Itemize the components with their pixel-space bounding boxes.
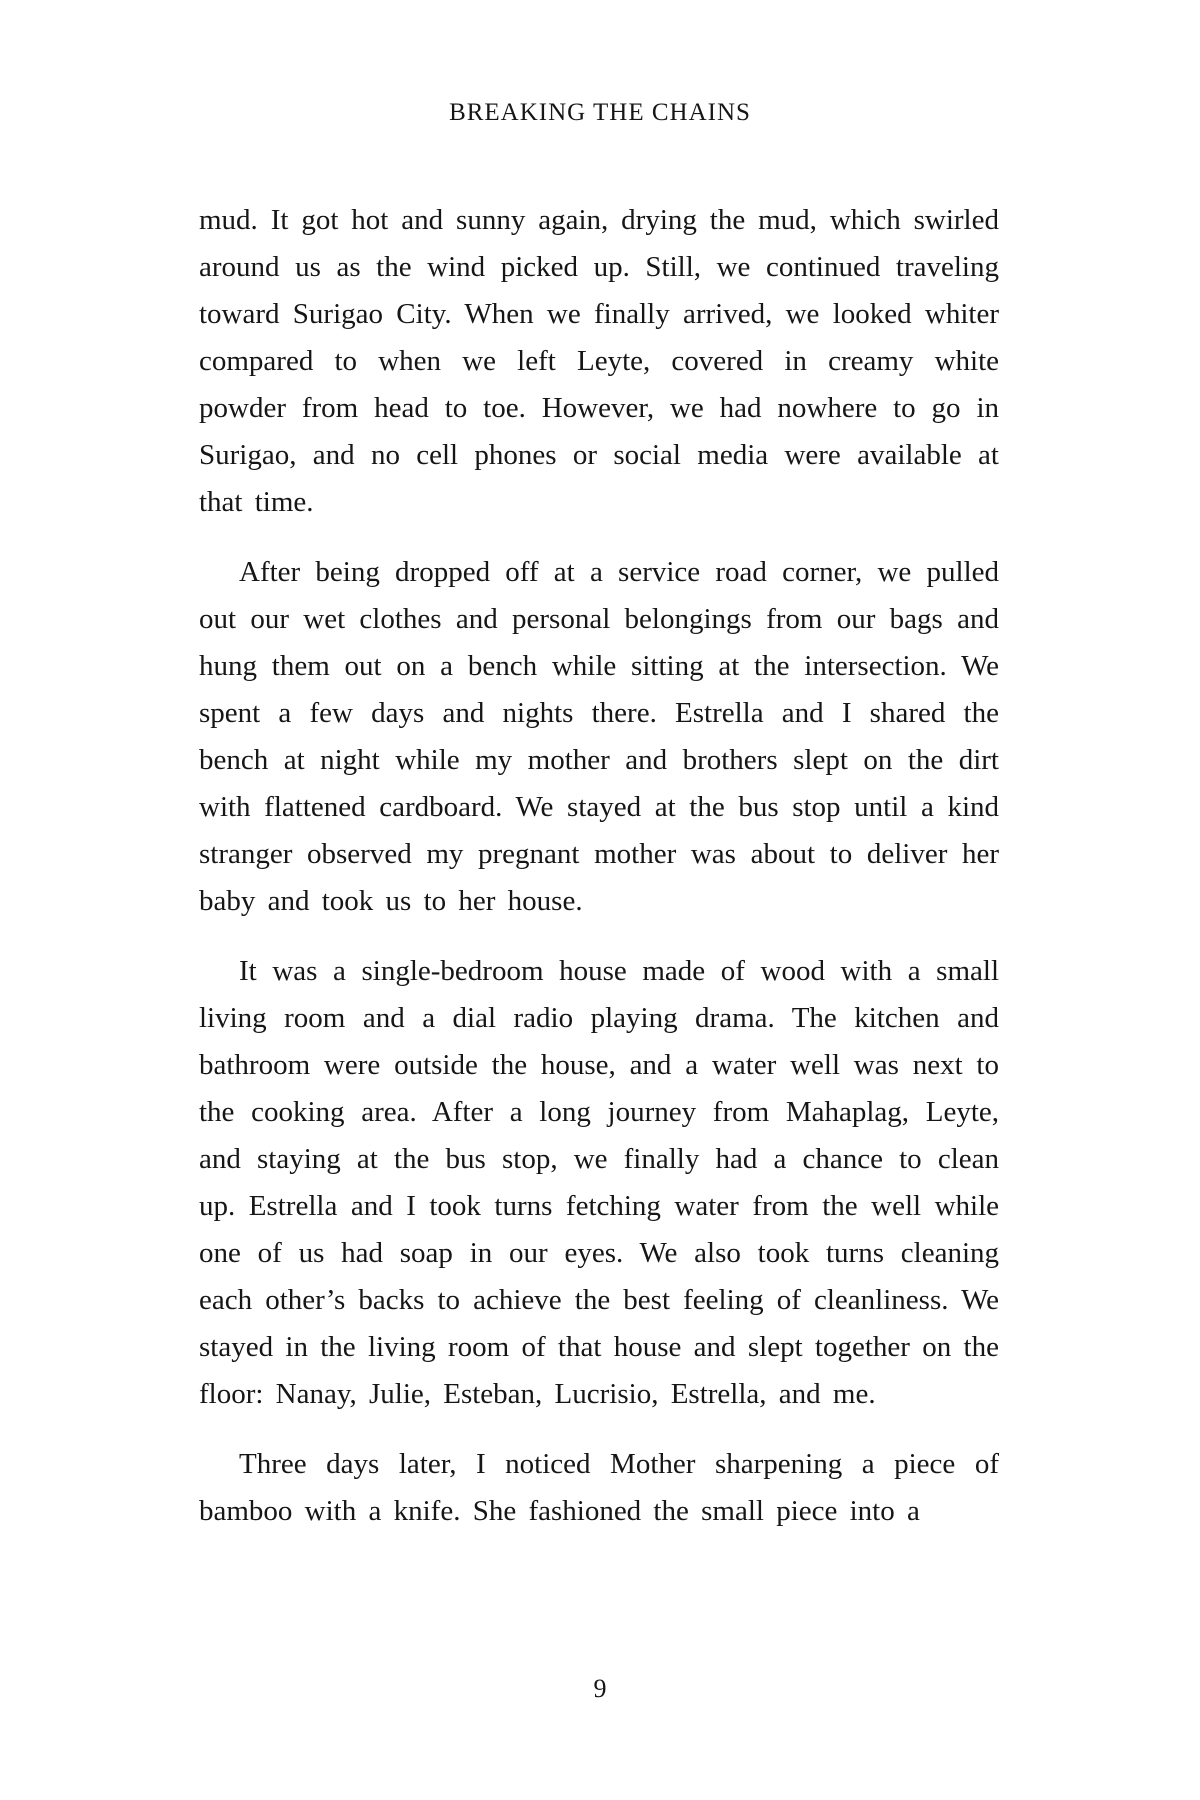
paragraph-bus-stop: After being dropped off at a service road corner, we pulled out our wet clothes and personal belongings from our bags and hung them out on a bench while sitting at the intersection. We spent a few days and nights there. Estrella and I shared the bench at night while my mother and brothers slept on the dirt with flattened cardboard. We stayed at the bus stop until a kind stranger observed my pregnant mother was about to deliver her baby and took us to her house. xyxy=(199,556,999,917)
paragraph-bamboo: Three days later, I noticed Mother sharpening a piece of bamboo with a knife. She fashioned the small piece into a xyxy=(199,1448,999,1527)
paragraph-continuation: mud. It got hot and sunny again, drying the mud, which swirled around us as the wind picked up. Still, we continued traveling toward Surigao City. When we finally arrived, we looked whiter compared to when we left Leyte, covered in creamy white powder from head to toe. However, we had nowhere to go in Surigao, and no cell phones or social media were available at that time. xyxy=(199,204,999,518)
body-text xyxy=(199,197,999,1535)
running-header: BREAKING THE CHAINS xyxy=(449,99,751,126)
paragraph-house: It was a single-bedroom house made of wood with a small living room and a dial radio playing drama. The kitchen and bathroom were outside the house, and a water well was next to the cooking area. After a long journey from Mahaplag, Leyte, and staying at the bus stop, we finally had a chance to clean up. Estrella and I took turns fetching water from the well while one of us had soap in our eyes. We also took turns cleaning each other’s backs to achieve the best feeling of cleanliness. We stayed in the living room of that house and slept together on the floor: Nanay, Julie, Esteban, Lucrisio, Estrella, and me. xyxy=(199,955,999,1410)
page-number: 9 xyxy=(593,1674,607,1703)
